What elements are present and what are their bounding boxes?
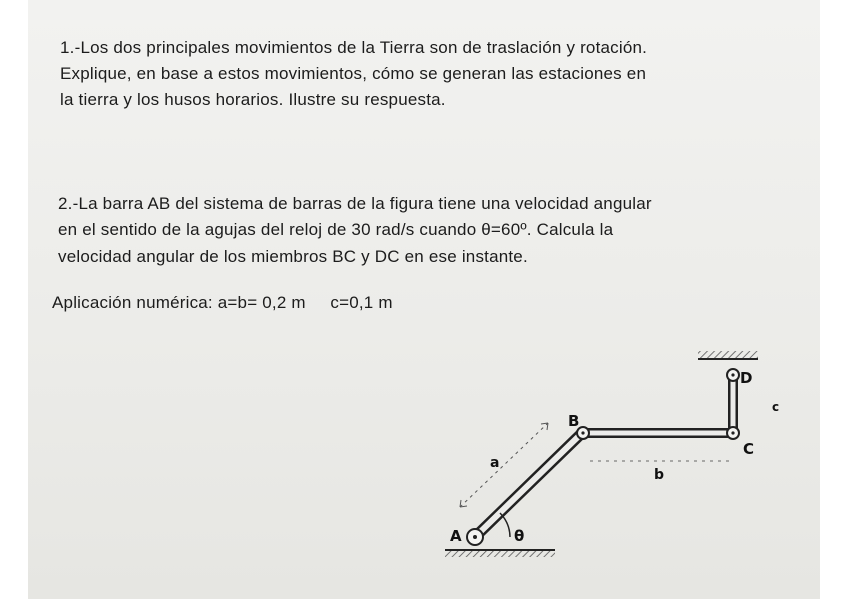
question-2-line-1: 2.-La barra AB del sistema de barras de la figura tiene una velocidad angular (58, 194, 652, 213)
dimension-a-arrow (460, 423, 548, 507)
label-d-point: D (740, 369, 753, 387)
label-b-length: b (654, 467, 665, 483)
label-a-length: a (490, 455, 500, 471)
bar-ab (475, 432, 583, 537)
question-2-line-3: velocidad angular de los miembros BC y DC en ese instante. (58, 247, 528, 266)
label-a-point: A (450, 527, 462, 545)
ceiling-support-d (698, 351, 758, 359)
ground-support-a (445, 550, 555, 557)
linkage-diagram (430, 345, 790, 585)
label-theta: θ (514, 527, 525, 545)
label-c-point: C (743, 440, 755, 458)
numeric-application: Aplicación numérica: a=b= 0,2 m c=0,1 m (52, 293, 393, 312)
question-1-line-3: la tierra y los husos horarios. Ilustre su respuesta. (60, 90, 446, 109)
label-c-length: c (772, 400, 780, 414)
question-1-line-2: Explique, en base a estos movimientos, cómo se generan las estaciones en (60, 64, 647, 83)
label-b-point: B (568, 412, 580, 430)
question-2-line-2: en el sentido de la agujas del reloj de 30 rad/s cuando θ=60º. Calcula la (58, 220, 614, 239)
question-1-line-1: 1.-Los dos principales movimientos de la Tierra son de traslación y rotación. (60, 38, 648, 57)
